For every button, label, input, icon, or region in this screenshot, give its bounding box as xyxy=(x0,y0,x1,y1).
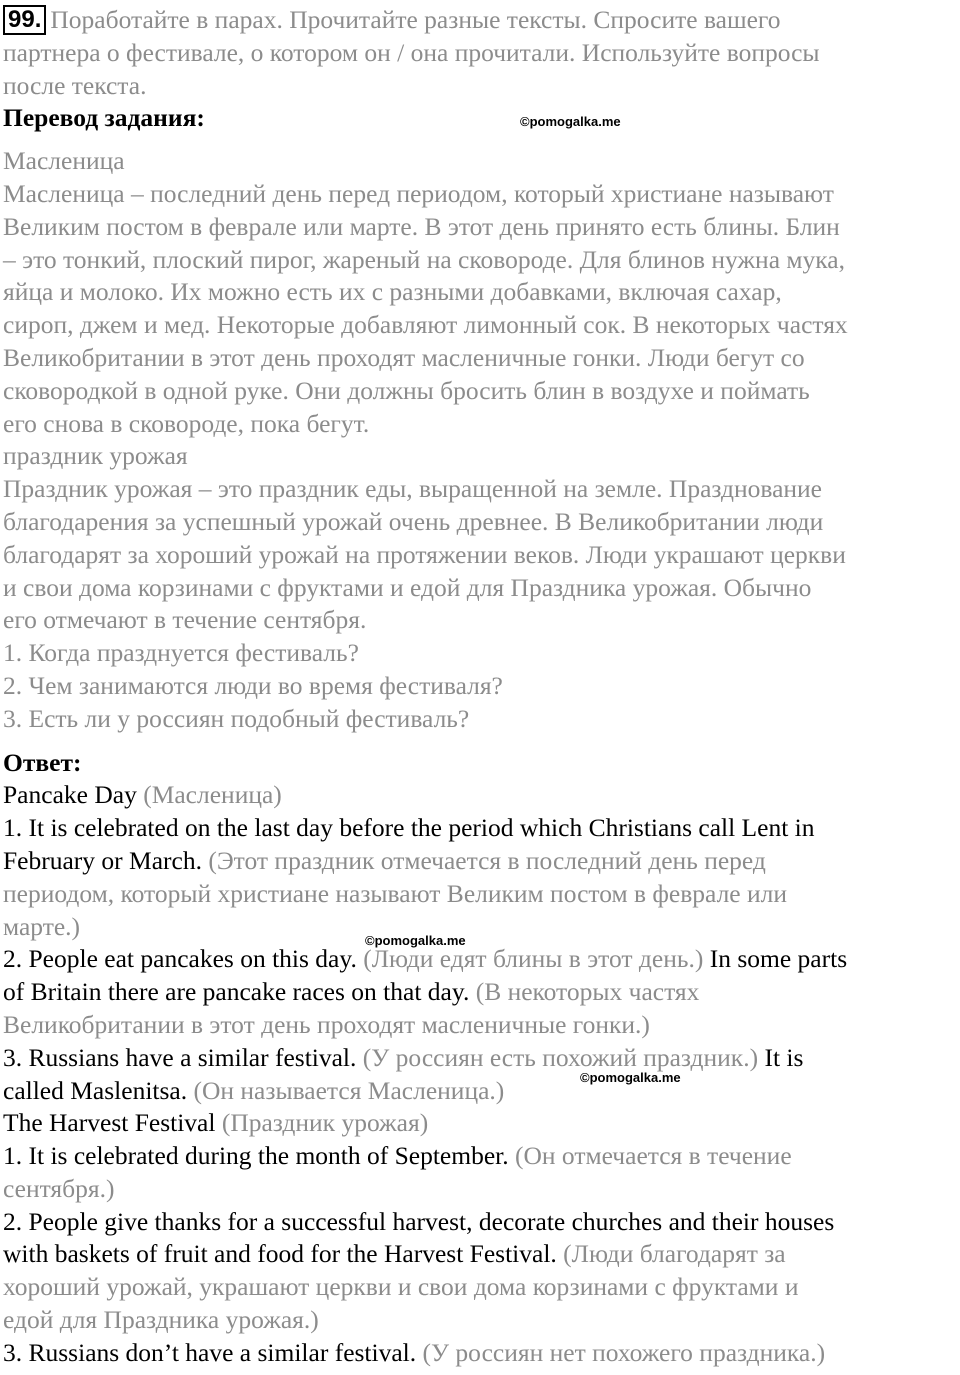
answer-translation-text: (Этот праздник отмечается в последний день перед xyxy=(208,845,766,875)
translation-heading: Перевод задания: xyxy=(3,103,205,133)
translation-line: сироп, джем и мед. Некоторые добавляют лимонный сок. В некоторых частях xyxy=(3,310,848,340)
translation-line: благодарят за хороший урожай на протяжении веков. Люди украшают церкви xyxy=(3,539,846,569)
answer-english-text: Pancake Day xyxy=(3,780,144,810)
answer-line xyxy=(3,1271,958,1304)
answer-line xyxy=(3,1304,958,1337)
watermark-2: ©pomogalka.me xyxy=(365,933,466,948)
answer-translation-text: (У россиян нет похожего праздника.) xyxy=(422,1337,826,1367)
translation-line: Великим постом в феврале или марте. В этот день принято есть блины. Блин xyxy=(3,211,840,241)
answer-translation-text: Великобритании в этот день проходят масленичные гонки.) xyxy=(3,1009,650,1039)
translation-line: яйца и молоко. Их можно есть их с разными добавками, включая сахар, xyxy=(3,277,782,307)
watermark-3: ©pomogalka.me xyxy=(580,1070,681,1085)
answer-english-text: 2. People give thanks for a successful harvest, decorate churches and their houses xyxy=(3,1206,835,1236)
answer-translation-text: (В некоторых частях xyxy=(475,977,700,1007)
translation-line: Праздник урожая – это праздник еды, выращенной на земле. Празднование xyxy=(3,474,823,504)
answer-heading: Ответ: xyxy=(3,747,82,777)
answer-english-text: of Britain there are pancake races on that day. xyxy=(3,977,476,1007)
answer-line xyxy=(3,812,958,845)
task-line-3: после текста. xyxy=(3,70,147,100)
translation-line: – это тонкий, плоский пирог, жареный на сковороде. Для блинов нужна мука, xyxy=(3,244,845,274)
answer-translation-text: (У россиян есть похожий праздник.) xyxy=(362,1042,765,1072)
answer-line xyxy=(3,1238,958,1271)
answer-line xyxy=(3,1206,958,1239)
answer-translation-text: (Он называется Масленица.) xyxy=(193,1075,505,1105)
answer-line xyxy=(3,878,958,911)
task-number-box: 99. xyxy=(3,5,46,35)
answer-line xyxy=(3,1140,958,1173)
answer-translation-text: хороший урожай, украшают церкви и свои дома корзинами с фруктами и xyxy=(3,1272,799,1302)
answer-block xyxy=(3,779,958,1369)
watermark-1: ©pomogalka.me xyxy=(520,114,621,129)
answer-line xyxy=(3,1107,958,1140)
answer-translation-text: (Люди благодарят за xyxy=(563,1239,786,1269)
answer-english-text: 3. Russians have a similar festival. xyxy=(3,1042,363,1072)
answer-line xyxy=(3,943,958,976)
translation-line: благодарения за успешный урожай очень древнее. В Великобритании люди xyxy=(3,506,824,536)
answer-line xyxy=(3,976,958,1009)
answer-english-text: It is xyxy=(764,1042,804,1072)
document-page xyxy=(3,4,958,1370)
answer-translation-text: (Люди едят блины в этот день.) xyxy=(363,944,710,974)
answer-line xyxy=(3,1042,958,1075)
answer-english-text: The Harvest Festival xyxy=(3,1108,222,1138)
answer-line xyxy=(3,1009,958,1042)
translation-line: 3. Есть ли у россиян подобный фестиваль? xyxy=(3,703,470,733)
task-line-2: партнера о фестивале, о котором он / она прочитали. Используйте вопросы xyxy=(3,37,820,67)
answer-english-text: In some parts xyxy=(709,944,848,974)
answer-translation-text: периодом, который христиане называют Великим постом в феврале или xyxy=(3,878,788,908)
answer-line xyxy=(3,845,958,878)
translation-line: Масленица xyxy=(3,146,125,176)
answer-english-text: 3. Russians don’t have a similar festival. xyxy=(3,1337,423,1367)
task-line-1 xyxy=(3,4,958,37)
answer-translation-text: (Масленица) xyxy=(143,780,282,810)
translation-line: 1. Когда празднуется фестиваль? xyxy=(3,638,359,668)
translation-block xyxy=(3,145,958,735)
answer-line xyxy=(3,911,958,944)
answer-translation-text: едой для Праздника урожая.) xyxy=(3,1305,319,1335)
answer-translation-text: (Праздник урожая) xyxy=(221,1108,429,1138)
translation-line: праздник урожая xyxy=(3,441,188,471)
translation-line: и свои дома корзинами с фруктами и едой для Праздника урожая. Обычно xyxy=(3,572,812,602)
answer-english-text: February or March. xyxy=(3,845,209,875)
answer-line xyxy=(3,779,958,812)
translation-line: его отмечают в течение сентября. xyxy=(3,605,367,635)
translation-line: его снова в сковороде, пока бегут. xyxy=(3,408,370,438)
translation-line: 2. Чем занимаются люди во время фестиваля? xyxy=(3,670,503,700)
translation-line: Масленица – последний день перед периодом, который христиане называют xyxy=(3,178,834,208)
answer-translation-text: (Он отмечается в течение xyxy=(515,1141,792,1171)
task-text-line: Поработайте в парах. Прочитайте разные тексты. Спросите вашего xyxy=(50,5,781,34)
answer-english-text: with baskets of fruit and food for the Harvest Festival. xyxy=(3,1239,564,1269)
translation-line: Великобритании в этот день проходят масленичные гонки. Люди бегут со xyxy=(3,342,805,372)
answer-english-text: 1. It is celebrated during the month of September. xyxy=(3,1141,515,1171)
answer-translation-text: сентября.) xyxy=(3,1173,115,1203)
answer-english-text: 2. People eat pancakes on this day. xyxy=(3,944,364,974)
answer-line xyxy=(3,1173,958,1206)
translation-line: сковородкой в одной руке. Они должны бросить блин в воздухе и поймать xyxy=(3,375,810,405)
answer-english-text: 1. It is celebrated on the last day before the period which Christians call Lent in xyxy=(3,813,815,843)
answer-english-text: called Maslenitsa. xyxy=(3,1075,194,1105)
answer-line xyxy=(3,1075,958,1108)
answer-line xyxy=(3,1337,958,1370)
answer-translation-text: марте.) xyxy=(3,911,81,941)
